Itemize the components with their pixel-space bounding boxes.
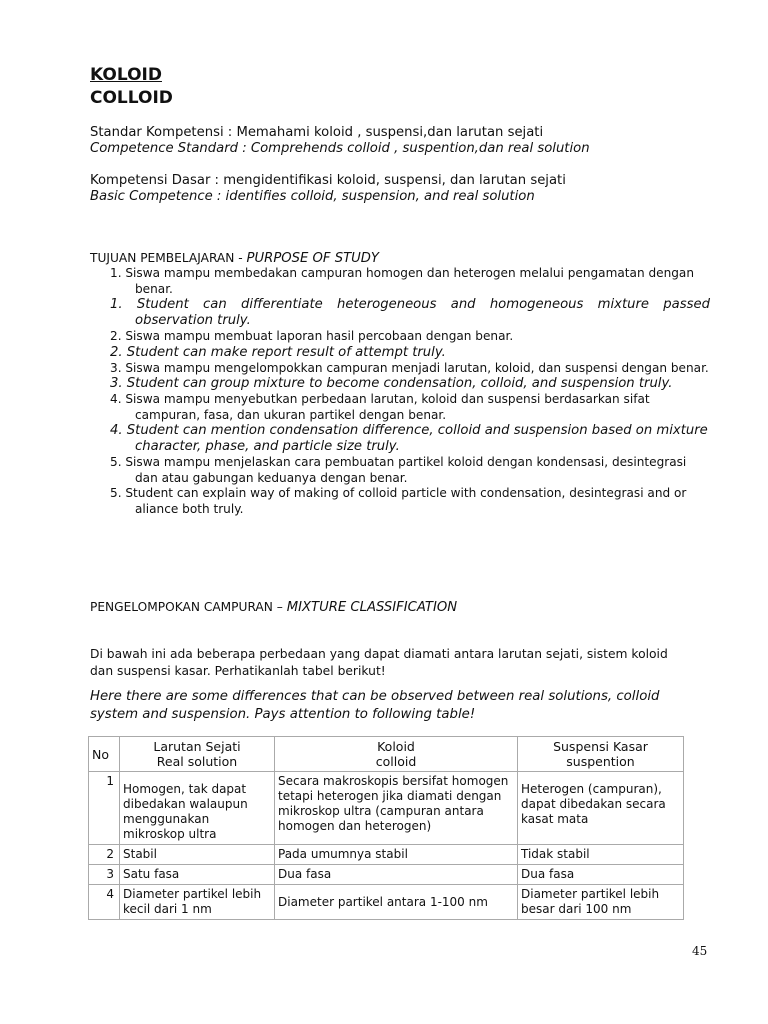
purpose-item: 3. Siswa mampu mengelompokkan campuran menjadi larutan, koloid, dan suspensi dengan benar. xyxy=(110,360,709,375)
classification-heading-id: PENGELOMPOKAN CAMPURAN – xyxy=(90,600,287,614)
purpose-heading-id: TUJUAN PEMBELAJARAN - xyxy=(90,251,247,265)
header-real-solution: Larutan Sejati Real solution xyxy=(120,737,275,772)
purpose-item: 5. Student can explain way of making of colloid particle with condensation, desintegrasi and or aliance both truly. xyxy=(110,486,687,516)
purpose-item: 2. Student can make report result of attempt truly. xyxy=(110,344,446,360)
classification-paragraph-en: Here there are some differences that can be observed between real solutions, colloid system and suspension. Pays attention to following table! xyxy=(90,689,660,722)
comparison-table xyxy=(88,736,684,920)
classification-heading xyxy=(90,600,457,615)
table-row: 2 Stabil Pada umumnya stabil Tidak stabil xyxy=(89,845,684,865)
purpose-heading-en: PURPOSE OF STUDY xyxy=(246,251,379,266)
purpose-item: 4. Siswa mampu menyebutkan perbedaan larutan, koloid dan suspensi berdasarkan sifat campuran, fasa, dan ukuran partikel dengan benar. xyxy=(110,392,650,422)
header-suspension: Suspensi Kasar suspention xyxy=(518,737,684,772)
classification-paragraph-id: Di bawah ini ada beberapa perbedaan yang dapat diamati antara larutan sejati, sistem koloid dan suspensi kasar. Perhatikanlah tabel berikut! xyxy=(90,647,668,678)
table-row: 1 Homogen, tak dapat dibedakan walaupun menggunakan mikroskop ultra Secara makroskopis bersifat homogen tetapi heterogen jika diamati dengan mikroskop ultra (campuran antara homogen dan heterogen) Heterogen (campuran), dapat dibedakan secara kasat mata xyxy=(89,772,684,845)
purpose-item: 4. Student can mention condensation difference, colloid and suspension based on mixture character, phase, and particle size truly. xyxy=(110,423,708,454)
purpose-heading xyxy=(90,251,379,266)
basic-id: Kompetensi Dasar : mengidentifikasi koloid, suspensi, dan larutan sejati xyxy=(90,173,566,188)
purpose-item: 1. Siswa mampu membedakan campuran homogen dan heterogen melalui pengamatan dengan benar. xyxy=(110,266,694,296)
title-koloid: KOLOID xyxy=(90,65,162,85)
purpose-item: 1. Student can differentiate heterogeneous and homogeneous mixture passed observation truly. xyxy=(110,297,710,328)
standard-id: Standar Kompetensi : Memahami koloid , suspensi,dan larutan sejati xyxy=(90,125,544,140)
purpose-item: 2. Siswa mampu membuat laporan hasil percobaan dengan benar. xyxy=(110,329,514,343)
header-no: No xyxy=(89,737,120,772)
header-colloid: Koloid colloid xyxy=(275,737,518,772)
table-row: 3 Satu fasa Dua fasa Dua fasa xyxy=(89,865,684,885)
page-number: 45 xyxy=(692,944,708,958)
purpose-item: 3. Student can group mixture to become condensation, colloid, and suspension truly. xyxy=(110,376,673,391)
purpose-item: 5. Siswa mampu menjelaskan cara pembuatan partikel koloid dengan kondensasi, desintegrasi dan atau gabungan keduanya dengan benar. xyxy=(110,455,687,485)
table-header-row xyxy=(89,737,684,772)
standard-en: Competence Standard : Comprehends colloid , suspention,dan real solution xyxy=(90,141,590,156)
classification-heading-en: MIXTURE CLASSIFICATION xyxy=(286,600,458,615)
title-colloid: COLLOID xyxy=(90,88,173,108)
basic-en: Basic Competence : identifies colloid, suspension, and real solution xyxy=(90,189,535,204)
purpose-list xyxy=(110,266,710,517)
table-row: 4 Diameter partikel lebih kecil dari 1 nm Diameter partikel antara 1-100 nm Diameter partikel lebih besar dari 100 nm xyxy=(89,885,684,920)
